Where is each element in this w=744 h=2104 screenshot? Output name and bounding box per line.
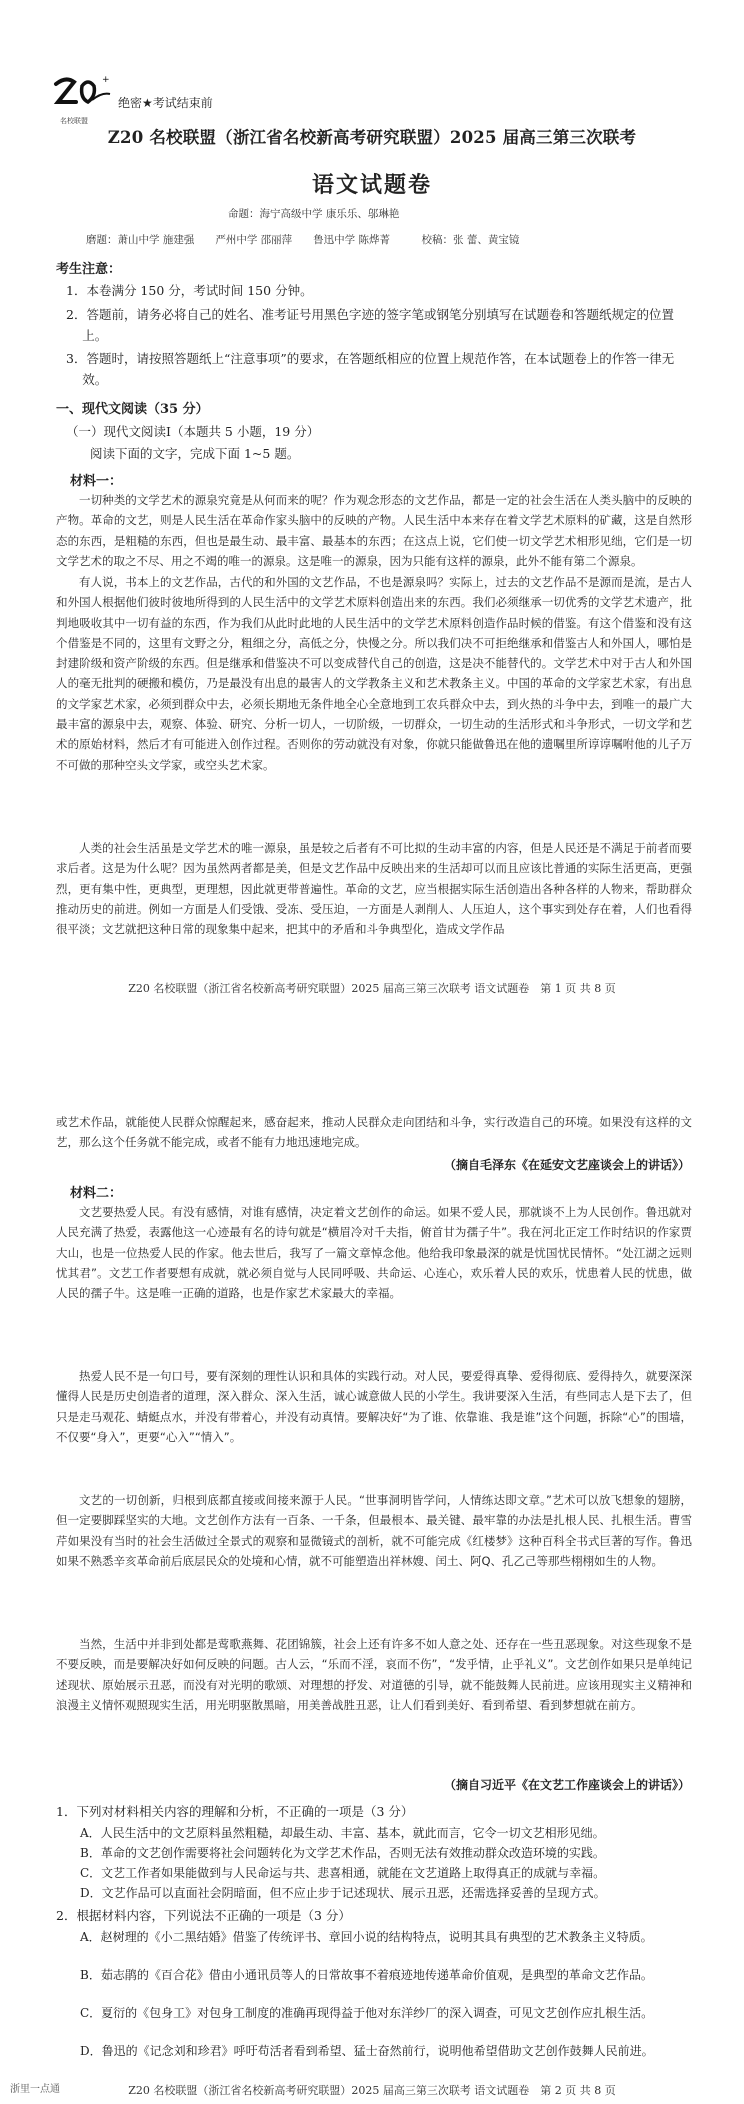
exam-title: Z20 名校联盟（浙江省名校新高考研究联盟）2025 届高三第三次联考 [107, 128, 637, 147]
question-2-text: 2．根据材料内容，下列说法不正确的一项是（3 分） [56, 1908, 351, 1923]
material-2-label: 材料二： [70, 1186, 123, 1201]
z20-logo [52, 72, 112, 130]
material-2-paragraph-4: 当然，生活中并非到处都是莺歌燕舞、花团锦簇，社会上还有许多不如人意之处、还存在一些丑恶现象。对这些现象不是不要反映，而是要解决好如何反映的问题。古人云，“乐而不淫，哀而不伤”，“发乎情，止乎礼义”。文艺创作如果只是单纯记述现状、原始展示丑恶，而没有对光明的歌颂、对理想的抒发、对道德的引导，就不能鼓舞人民前进。应该用现实主义精神和浪漫主义情怀观照现实生活，用光明驱散黑暗，用美善战胜丑恶，让人们看到美好、看到希望、看到梦想就在前方。 [56, 1637, 692, 1712]
paper-title: 语文试题卷 [311, 172, 432, 198]
material-2-source: （摘自习近平《在文艺工作座谈会上的讲话》） [443, 1778, 690, 1792]
exam-page-1 [0, 0, 744, 1010]
question-2-stem [56, 1906, 696, 1926]
page-2-footer: Z20 名校联盟（浙江省名校新高考研究联盟）2025 届高三第三次联考 语文试题卷 第 2 页 共 8 页 [128, 2084, 616, 2097]
notice-item-2: 2．答题前，请务必将自己的姓名、准考证号用黑色字迹的签字笔或钢笔分别填写在试题卷和答题纸规定的位置上。 [66, 307, 674, 343]
question-2-option-b: B．茹志鹃的《百合花》借由小通讯员等人的日常故事不着痕迹地传递革命价值观，是典型的革命文艺作品。 [80, 1968, 653, 1982]
authors-line-1: 命题：海宁高级中学 康乐乐、邬琳艳 [228, 208, 400, 220]
notice-item-1: 1．本卷满分 150 分，考试时间 150 分钟。 [66, 283, 313, 298]
notice-heading: 考生注意： [56, 262, 122, 277]
exam-page-2 [0, 1010, 744, 2104]
material-2-paragraph-1: 文艺要热爱人民。有没有感情，对谁有感情，决定着文艺创作的命运。如果不爱人民，那就谈不上为人民创作。鲁迅就对人民充满了热爱，表露他这一心迹最有名的诗句就是“横眉冷对千夫指，俯首甘为孺子牛”。我在河北正定工作时结识的作家贾大山，也是一位热爱人民的作家。他去世后，我写了一篇文章悼念他。他给我印象最深的就是忧国忧民情怀。“处江湖之远则忧其君”。文艺工作者要想有成就，就必须自觉与人民同呼吸、共命运、心连心，欢乐着人民的欢乐，忧患着人民的忧患，做人民的孺子牛。这是唯一正确的道路，也是作家艺术家最大的幸福。 [56, 1205, 692, 1301]
notice-item-3: 3．答题时，请按照答题纸上“注意事项”的要求，在答题纸相应的位置上规范作答，在本试题卷上的作答一律无效。 [66, 351, 675, 387]
secret-label: 绝密★考试结束前 [118, 96, 213, 110]
z20-logo-icon [52, 72, 112, 114]
material-2-paragraph-2: 热爱人民不是一句口号，要有深刻的理性认识和具体的实践行动。对人民，要爱得真挚、爱得彻底、爱得持久，就要深深懂得人民是历史创造者的道理，深入群众、深入生活，诚心诚意做人民的小学生。我讲要深入生活，有些同志人是下去了，但只是走马观花、蜻蜓点水，并没有带着心，并没有动真情。要解决好“为了谁、依靠谁、我是谁”这个问题，拆除“心”的围墙，不仅要“身入”，更要“心入”“情入”。 [56, 1369, 692, 1444]
svg-text:+: + [102, 75, 110, 85]
question-2-option-d: D．鲁迅的《记念刘和珍君》呼吁苟活者看到希望、猛士奋然前行，说明他希望借助文艺创作鼓舞人民前进。 [80, 2044, 654, 2058]
authors-line-2: 磨题：萧山中学 施建强 严州中学 邵丽萍 鲁迅中学 陈烨菁 校稿：张 蕾、黄宝镜 [86, 234, 520, 246]
question-1-text: 1．下列对材料相关内容的理解和分析，不正确的一项是（3 分） [56, 1804, 414, 1819]
section-heading: 一、现代文阅读（35 分） [56, 402, 209, 417]
material-1-paragraph-1: 一切种类的文学艺术的源泉究竟是从何而来的呢？作为观念形态的文艺作品，都是一定的社会生活在人类头脑中的反映的产物。革命的文艺，则是人民生活在革命作家头脑中的反映的产物。人民生活中本来存在着文学艺术原料的矿藏，这是自然形态的东西，是粗糙的东西，但也是最生动、最丰富、最基本的东西；在这点上说，它们使一切文学艺术相形见绌，它们是一切文学艺术的取之不尽、用之不竭的唯一的源泉。这是唯一的源泉，因为只能有这样的源泉，此外不能有第二个源泉。 [56, 493, 692, 568]
material-1-continuation: 或艺术作品，就能使人民群众惊醒起来，感奋起来，推动人民群众走向团结和斗争，实行改造自己的环境。如果没有这样的文艺，那么这个任务就不能完成，或者不能有力地迅速地完成。 [56, 1115, 692, 1150]
question-1-stem [56, 1802, 696, 1822]
question-1-option-d: D．文艺作品可以直面社会阴暗面，但不应止步于记述现状、展示丑恶，还需选择妥善的呈现方式。 [80, 1886, 606, 1900]
question-1-option-b: B．革命的文艺创作需要将社会问题转化为文学艺术作品，否则无法有效推动群众改造环境的实践。 [80, 1846, 605, 1860]
watermark: 浙里一点通 [10, 2084, 60, 2095]
page-1-footer: Z20 名校联盟（浙江省名校新高考研究联盟）2025 届高三第三次联考 语文试题卷 第 1 页 共 8 页 [128, 982, 616, 995]
question-1-option-c: C．文艺工作者如果能做到与人民命运与共、悲喜相通，就能在文艺道路上取得真正的成就与幸福。 [80, 1866, 606, 1880]
logo-caption: 名校联盟 [60, 117, 88, 125]
question-1-option-a: A．人民生活中的文艺原料虽然粗糙，却最生动、丰富、基本，就此而言，它令一切文艺相形见绌。 [80, 1826, 605, 1840]
reading-instruction: 阅读下面的文字，完成下面 1~5 题。 [90, 446, 300, 461]
material-1-label: 材料一： [70, 474, 123, 489]
subsection-heading: （一）现代文阅读Ⅰ（本题共 5 小题，19 分） [66, 424, 320, 439]
question-2-option-a: A．赵树理的《小二黑结婚》借鉴了传统评书、章回小说的结构特点，说明其具有典型的艺术教条主义特质。 [80, 1930, 653, 1944]
material-1-source: （摘自毛泽东《在延安文艺座谈会上的讲话》） [443, 1158, 690, 1172]
question-2-option-c: C．夏衍的《包身工》对包身工制度的准确再现得益于他对东洋纱厂的深入调查，可见文艺创作应扎根生活。 [80, 2006, 654, 2020]
material-1-paragraph-2: 有人说，书本上的文艺作品，古代的和外国的文艺作品，不也是源泉吗？实际上，过去的文艺作品不是源而是流，是古人和外国人根据他们彼时彼地所得到的人民生活中的文学艺术原料创造出来的东西。我们必须继承一切优秀的文学艺术遗产，批判地吸收其中一切有益的东西，作为我们从此时此地的人民生活中的文学艺术原料创造作品时候的借鉴。有这个借鉴和没有这个借鉴是不同的，这里有文野之分，粗细之分，高低之分，快慢之分。所以我们决不可拒绝继承和借鉴古人和外国人，哪怕是封建阶级和资产阶级的东西。但是继承和借鉴决不可以变成替代自己的创造，这是决不能替代的。文学艺术中对于古人和外国人的毫无批判的硬搬和模仿，乃是最没有出息的最害人的文学教条主义和艺术教条主义。中国的革命的文学家艺术家，有出息的文学家艺术家，必须到群众中去，必须长期地无条件地全心全意地到工农兵群众中去，到火热的斗争中去，到唯一的最广大最丰富的源泉中去，观察、体验、研究、分析一切人，一切阶级，一切群众，一切生动的生活形式和斗争形式，一切文学和艺术的原始材料，然后才有可能进入创作过程。否则你的劳动就没有对象，你就只能做鲁迅在他的遗嘱里所谆谆嘱咐他的儿子万不可做的那种空头文学家，或空头艺术家。 [56, 575, 692, 772]
material-1-paragraph-3: 人类的社会生活虽是文学艺术的唯一源泉，虽是较之后者有不可比拟的生动丰富的内容，但是人民还是不满足于前者而要求后者。这是为什么呢？因为虽然两者都是美，但是文艺作品中反映出来的生活却可以而且应该比普通的实际生活更高，更强烈，更有集中性，更典型，更理想，因此就更带普遍性。革命的文艺，应当根据实际生活创造出各种各样的人物来，帮助群众推动历史的前进。例如一方面是人们受饿、受冻、受压迫，一方面是人剥削人、人压迫人，这个事实到处存在着，人们也看得很平淡；文艺就把这种日常的现象集中起来，把其中的矛盾和斗争典型化，造成文学作品 [56, 841, 692, 937]
material-2-paragraph-3: 文艺的一切创新，归根到底都直接或间接来源于人民。“世事洞明皆学问，人情练达即文章。”艺术可以放飞想象的翅膀，但一定要脚踩坚实的大地。文艺创作方法有一百条、一千条，但最根本、最关键、最牢靠的办法是扎根人民、扎根生活。曹雪芹如果没有当时的社会生活做过全景式的观察和显微镜式的剖析，就不可能完成《红楼梦》这种百科全书式巨著的写作。鲁迅如果不熟悉辛亥革命前后底层民众的处境和心情，就不可能塑造出祥林嫂、闰土、阿Q、孔乙己等那些栩栩如生的人物。 [56, 1493, 692, 1568]
